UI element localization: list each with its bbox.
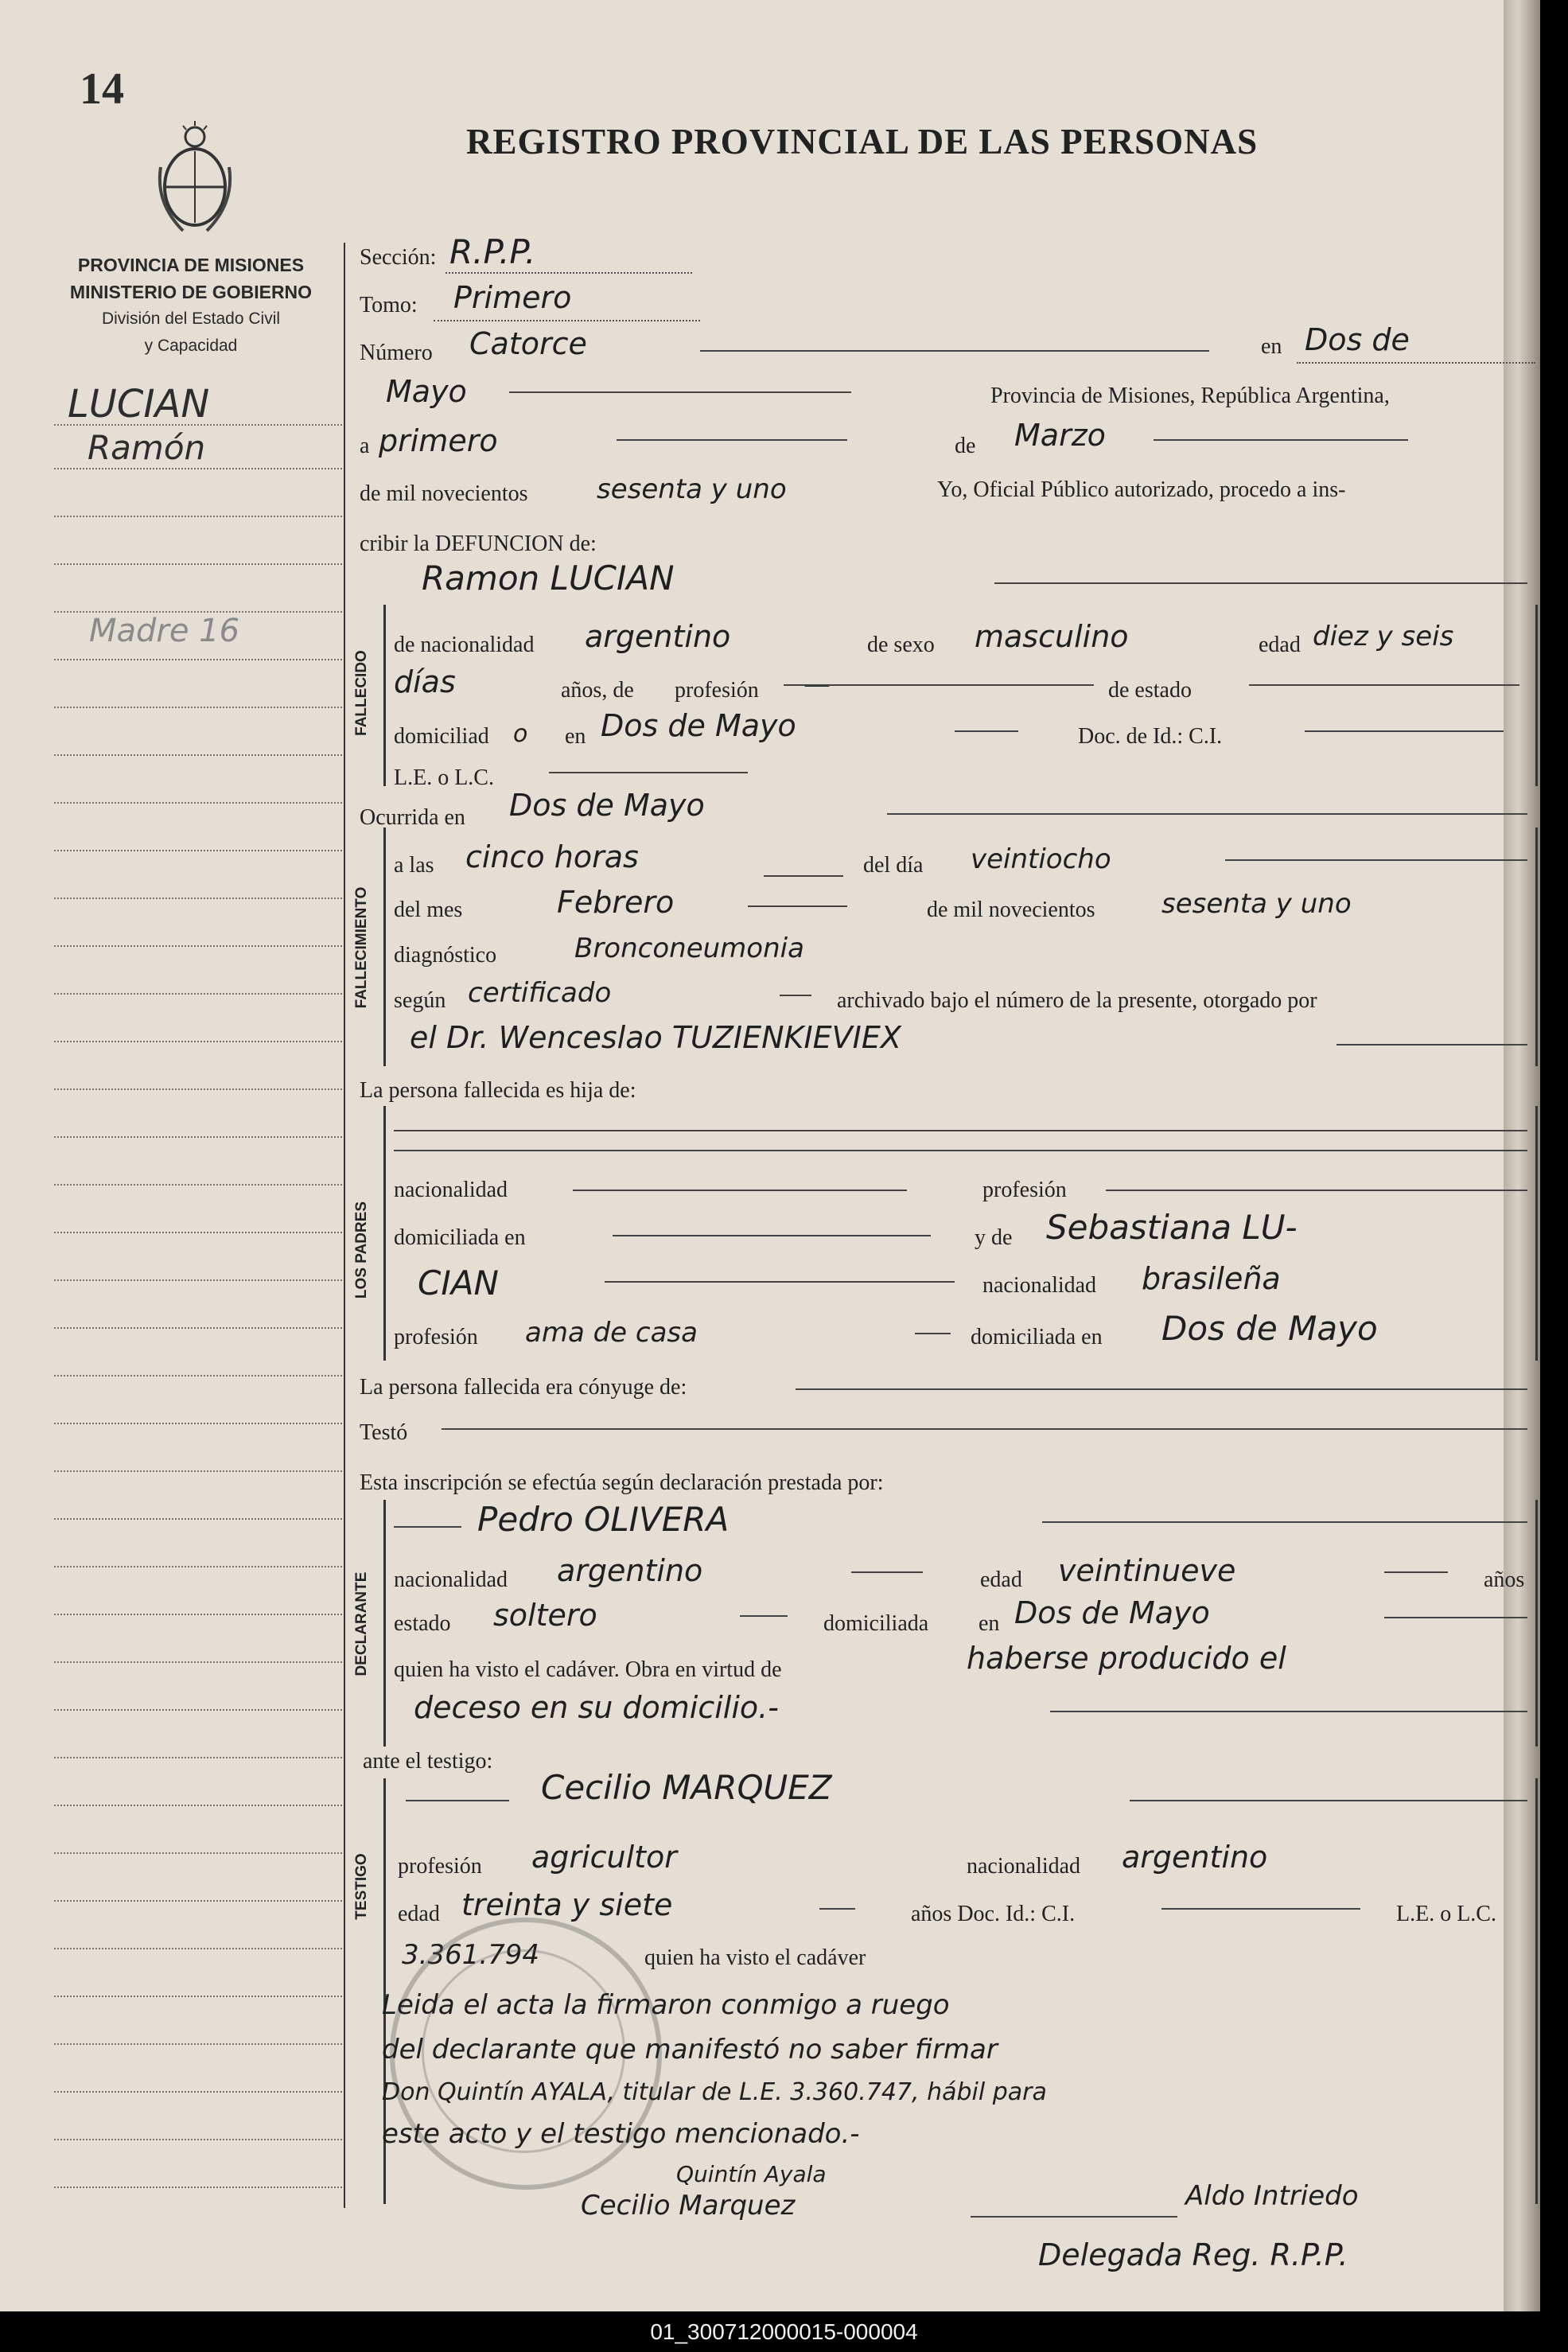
de-mil-label: de mil novecientos xyxy=(360,481,528,506)
margin-line xyxy=(54,1852,342,1854)
edad-unit-value: días xyxy=(394,664,456,699)
fill-line xyxy=(955,730,1018,732)
fill-line xyxy=(1154,439,1408,441)
seccion-label: Sección: xyxy=(360,245,437,270)
test-edad-value: treinta y siete xyxy=(461,1887,673,1922)
en-decl-label: en xyxy=(979,1611,1000,1636)
madre-nac-value: brasileña xyxy=(1142,1261,1281,1296)
margin-line xyxy=(54,1709,342,1711)
sidebar-given-name: Ramón xyxy=(88,428,206,467)
deceased-name: Ramon LUCIAN xyxy=(422,559,675,598)
field-line xyxy=(445,272,692,274)
diagnostico-label: diagnóstico xyxy=(394,943,497,968)
margin-line xyxy=(54,1757,342,1758)
del-dia-label: del día xyxy=(863,853,924,878)
margin-line xyxy=(54,1232,342,1233)
margin-line xyxy=(54,802,342,804)
fallecimiento-side-label: FALLECIMIENTO xyxy=(353,886,370,1009)
fill-line xyxy=(1130,1800,1527,1801)
margin-line xyxy=(54,516,342,517)
margin-line xyxy=(54,993,342,995)
margin-line xyxy=(54,1566,342,1567)
margin-line xyxy=(54,2139,342,2140)
quien-cadaver-label: quien ha visto el cadáver xyxy=(644,1945,866,1970)
fill-line xyxy=(748,905,847,907)
margin-line xyxy=(54,1614,342,1615)
nota-line-4: este acto y el testigo mencionado.- xyxy=(382,2118,860,2150)
registry-title: REGISTRO PROVINCIAL DE LAS PERSONAS xyxy=(466,122,1259,162)
obra-virtud-value: haberse producido el xyxy=(967,1641,1286,1676)
issuing-authority xyxy=(48,251,334,360)
anos-de-label: años, de xyxy=(561,678,634,703)
a-dia-value: primero xyxy=(379,423,498,458)
fill-line xyxy=(1106,1190,1527,1191)
decl-edad-value: veintinueve xyxy=(1058,1553,1236,1588)
anio-fall-value: sesenta y uno xyxy=(1161,888,1352,920)
margin-line xyxy=(54,563,342,565)
fill-line xyxy=(764,875,843,877)
ocurrida-label: Ocurrida en xyxy=(360,805,465,830)
fill-line xyxy=(1305,730,1504,732)
edad-test-label: edad xyxy=(398,1902,440,1926)
fill-line xyxy=(994,582,1527,584)
margin-line xyxy=(54,898,342,899)
del-mes-label: del mes xyxy=(394,898,463,922)
declarante-name: Pedro OLIVERA xyxy=(477,1500,730,1539)
nacionalidad-label: de nacionalidad xyxy=(394,633,535,657)
inscripcion-label: Esta inscripción se efectúa según declaración prestada por: xyxy=(360,1470,884,1495)
fill-line xyxy=(851,1571,923,1573)
fill-line xyxy=(394,1526,461,1528)
estado-label: de estado xyxy=(1108,678,1192,703)
de-label: de xyxy=(955,434,976,458)
column-divider xyxy=(344,243,345,2208)
hija-de-label: La persona fallecida es hija de: xyxy=(360,1078,636,1103)
sexo-label: de sexo xyxy=(867,633,935,657)
fill-line xyxy=(613,1235,931,1236)
signature-official: Aldo Intriedo xyxy=(1185,2180,1359,2212)
margin-line xyxy=(54,2043,342,2045)
nota-line-1: Leida el acta la firmaron conmigo a ruego xyxy=(382,1989,950,2021)
margin-line xyxy=(54,1661,342,1663)
quien-ha-visto-label: quien ha visto el cadáver. Obra en virtud de xyxy=(394,1657,782,1682)
fill-line xyxy=(700,350,1209,352)
tomo-label: Tomo: xyxy=(360,293,418,317)
doc-id-label: Doc. de Id.: C.I. xyxy=(1078,724,1223,749)
decl-nac-value: argentino xyxy=(557,1553,703,1588)
domiciliad-suffix: o xyxy=(513,720,528,748)
margin-line xyxy=(54,1948,342,1949)
fill-line xyxy=(740,1615,788,1617)
fill-line xyxy=(971,2216,1177,2218)
division-line: División del Estado Civil xyxy=(101,310,281,328)
national-seal-icon xyxy=(151,119,239,239)
edad-label: edad xyxy=(1259,633,1301,657)
edad-decl-label: edad xyxy=(980,1567,1022,1592)
tomo-value: Primero xyxy=(453,280,572,315)
en-label: en xyxy=(1261,334,1282,359)
en-value-2: Mayo xyxy=(386,374,467,409)
margin-line xyxy=(54,850,342,851)
margin-line xyxy=(54,707,342,708)
anos-decl-label: años xyxy=(1484,1567,1525,1592)
fill-line xyxy=(1050,1711,1527,1712)
fill-line xyxy=(915,1333,951,1334)
a-label: a xyxy=(360,434,370,458)
anos-doc-label: años Doc. Id.: C.I. xyxy=(911,1902,1076,1926)
nacionalidad-test-label: nacionalidad xyxy=(967,1854,1081,1879)
delegada-signature: Delegada Reg. R.P.P. xyxy=(1038,2237,1348,2272)
fill-line xyxy=(887,813,1527,815)
dia-value: veintiocho xyxy=(971,843,1111,875)
fill-line xyxy=(1384,1617,1527,1618)
domicilio-value: Dos de Mayo xyxy=(601,708,796,743)
fill-line xyxy=(1161,1908,1360,1910)
nacionalidad-padre-label: nacionalidad xyxy=(394,1178,508,1202)
province-line: PROVINCIA DE MISIONES xyxy=(77,255,305,275)
fill-line xyxy=(549,772,748,773)
profesion-madre-label: profesión xyxy=(394,1325,478,1349)
margin-line xyxy=(54,1041,342,1042)
hora-value: cinco horas xyxy=(465,839,639,874)
diagnostico-value: Bronconeumonia xyxy=(574,933,804,964)
fill-line xyxy=(796,1388,1527,1390)
en-value: Dos de xyxy=(1305,322,1410,357)
archivado-label: archivado bajo el número de la presente, otorgado por xyxy=(837,988,1317,1013)
ocurrida-value: Dos de Mayo xyxy=(509,788,705,823)
margin-line xyxy=(54,1184,342,1186)
de-mil-nov-label: de mil novecientos xyxy=(927,898,1095,922)
capacity-line: y Capacidad xyxy=(144,337,238,355)
margin-line xyxy=(54,2091,342,2093)
margin-line xyxy=(54,1423,342,1424)
testigo-side-label: TESTIGO xyxy=(353,1853,370,1920)
test-nac-value: argentino xyxy=(1122,1840,1268,1875)
margin-line xyxy=(54,754,342,756)
padres-side-label: LOS PADRES xyxy=(353,1201,370,1299)
y-de-label: y de xyxy=(975,1225,1013,1250)
fill-line xyxy=(819,1908,855,1910)
sexo-value: masculino xyxy=(975,619,1129,654)
nacionalidad-decl-label: nacionalidad xyxy=(394,1567,508,1592)
mes-fall-value: Febrero xyxy=(557,885,675,920)
yo-oficial-label: Yo, Oficial Público autorizado, procedo a ins- xyxy=(937,477,1346,502)
fill-line xyxy=(1249,684,1519,686)
decl-dom-value: Dos de Mayo xyxy=(1014,1595,1210,1630)
decl-estado-value: soltero xyxy=(493,1598,597,1633)
en-label: en xyxy=(565,724,586,749)
margin-line xyxy=(54,1375,342,1377)
numero-label: Número xyxy=(360,341,433,365)
fill-line xyxy=(617,439,847,441)
edad-value: diez y seis xyxy=(1313,621,1454,652)
mes-value: Marzo xyxy=(1014,418,1106,453)
fill-line xyxy=(1042,1521,1527,1523)
le-lc-label: L.E. o L.C. xyxy=(394,765,494,790)
margin-line xyxy=(54,1470,342,1472)
medico-value: el Dr. Wenceslao TUZIENKIEVIEX xyxy=(410,1020,901,1055)
fill-line xyxy=(1384,1571,1448,1573)
fill-line xyxy=(573,1190,907,1191)
profesion-padre-label: profesión xyxy=(982,1178,1067,1202)
madre-dom-value: Dos de Mayo xyxy=(1161,1309,1378,1348)
margin-line xyxy=(54,1996,342,1997)
madre-prof-value: ama de casa xyxy=(525,1317,698,1349)
profesion-test-label: profesión xyxy=(398,1854,482,1879)
fill-line xyxy=(605,1281,955,1283)
nacionalidad-value: argentino xyxy=(585,619,731,654)
margin-line xyxy=(54,1518,342,1520)
anio-value: sesenta y uno xyxy=(597,473,787,505)
test-ci-value: 3.361.794 xyxy=(402,1939,540,1971)
sidebar-surname: LUCIAN xyxy=(68,382,210,426)
fill-line xyxy=(394,1130,1527,1131)
pencil-note: Madre 16 xyxy=(89,613,240,649)
profesion-fallecido-value: — xyxy=(803,668,831,700)
conyuge-label: La persona fallecida era cónyuge de: xyxy=(360,1375,687,1400)
provincia-label: Provincia de Misiones, República Argentina, xyxy=(990,384,1390,408)
margin-line xyxy=(54,468,342,469)
margin-line xyxy=(54,659,342,660)
image-identifier: 01_300712000015-000004 xyxy=(650,2319,918,2344)
fill-line xyxy=(784,684,1094,686)
field-line xyxy=(434,320,700,321)
signature-marquez: Cecilio Marquez xyxy=(581,2190,796,2222)
field-line xyxy=(1297,362,1535,364)
obra-virtud-value-2: deceso en su domicilio.- xyxy=(414,1690,779,1725)
nota-line-3: Don Quintín AYALA, titular de L.E. 3.360.747, hábil para xyxy=(382,2078,1047,2106)
fill-line xyxy=(394,1150,1527,1151)
margin-line xyxy=(54,1327,342,1329)
domiciliada-madre-label: domiciliada en xyxy=(971,1325,1103,1349)
declarante-side-label: DECLARANTE xyxy=(353,1571,370,1676)
test-prof-value: agricultor xyxy=(531,1840,677,1875)
fill-line xyxy=(1336,1044,1527,1046)
testo-label: Testó xyxy=(360,1420,408,1445)
nota-line-2: del declarante que manifestó no saber firmar xyxy=(382,2034,998,2066)
domiciliada-padre-label: domiciliada en xyxy=(394,1225,526,1250)
a-las-label: a las xyxy=(394,853,434,878)
margin-line xyxy=(54,1805,342,1806)
numero-value: Catorce xyxy=(469,326,587,361)
margin-line xyxy=(54,1279,342,1281)
seccion-value: R.P.P. xyxy=(449,232,536,271)
segun-label: según xyxy=(394,988,446,1013)
signature-ayala: Quintín Ayala xyxy=(676,2161,827,2187)
nacionalidad-madre-label: nacionalidad xyxy=(982,1273,1097,1298)
ministry-line: MINISTERIO DE GOBIERNO xyxy=(69,282,313,302)
madre-value-2: CIAN xyxy=(418,1264,499,1303)
profesion-label: profesión xyxy=(675,678,759,703)
margin-line xyxy=(54,1136,342,1138)
fallecido-side-label: FALLECIDO xyxy=(353,650,370,736)
margin-line xyxy=(54,1900,342,1902)
inscribir-label: cribir la DEFUNCION de: xyxy=(360,532,597,556)
ante-testigo-label: ante el testigo: xyxy=(363,1749,493,1774)
margin-line xyxy=(54,1088,342,1090)
fill-line xyxy=(1225,859,1527,861)
domiciliada-decl-label: domiciliada xyxy=(823,1611,929,1636)
le-lc-test-label: L.E. o L.C. xyxy=(1396,1902,1496,1926)
fill-line xyxy=(406,1800,509,1801)
fill-line xyxy=(442,1428,1527,1430)
segun-value: certificado xyxy=(468,977,612,1009)
fill-line xyxy=(509,391,851,393)
fill-line xyxy=(780,995,811,996)
page-number: 14 xyxy=(80,64,124,114)
madre-value: Sebastiana LU- xyxy=(1046,1208,1298,1247)
margin-line xyxy=(54,2187,342,2188)
domiciliad-label: domiciliad xyxy=(394,724,489,749)
margin-line xyxy=(54,945,342,947)
estado-decl-label: estado xyxy=(394,1611,451,1636)
testigo-name: Cecilio MARQUEZ xyxy=(541,1768,832,1807)
